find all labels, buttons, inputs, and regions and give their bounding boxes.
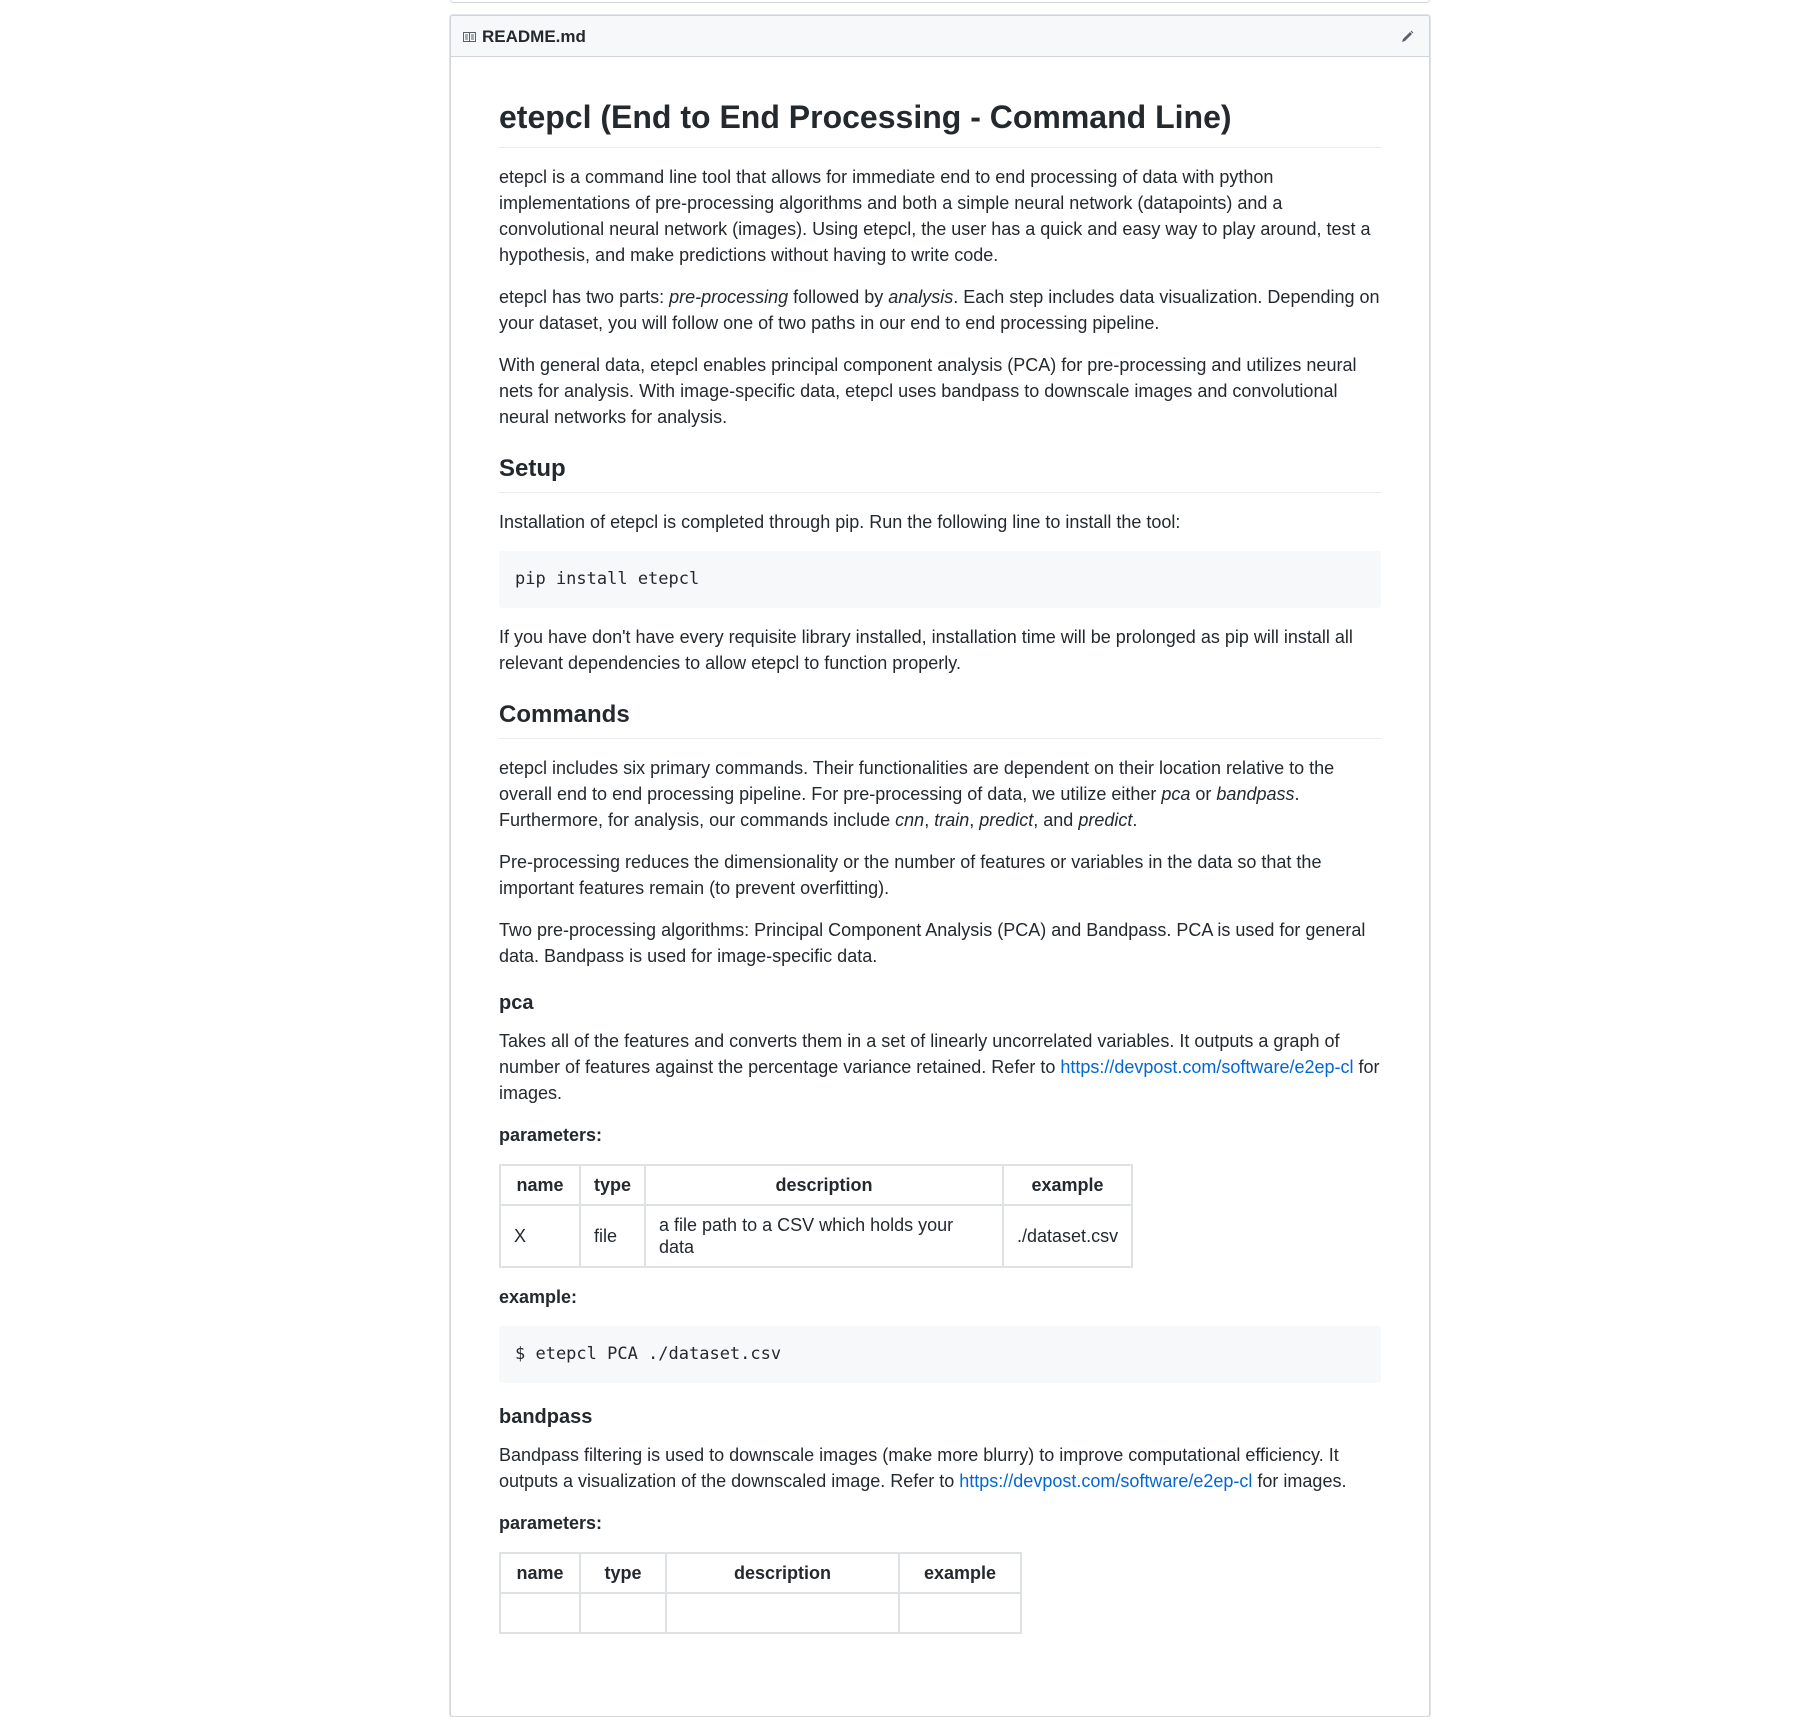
page-title: etepcl (End to End Processing - Command Line) <box>499 97 1381 148</box>
text: Takes all of the features and converts them in a set of linearly uncorrelated variables. It outputs a graph of number of features against the percentage variance retained. Refer to <box>499 1031 1340 1077</box>
text: Bandpass filtering is used to downscale images (make more blurry) to improve computational efficiency. It outputs a visualization of the downscaled image. Refer to <box>499 1445 1339 1491</box>
emphasis: bandpass <box>1216 784 1295 804</box>
pca-example-label: example: <box>499 1287 578 1307</box>
table-cell <box>899 1593 1021 1633</box>
pencil-icon[interactable] <box>1399 29 1415 45</box>
table-cell: X <box>500 1205 580 1267</box>
text: , <box>969 810 980 830</box>
table-cell <box>666 1593 899 1633</box>
text: or <box>1190 784 1217 804</box>
emphasis: predict <box>1078 810 1133 830</box>
table-cell: file <box>580 1205 645 1267</box>
emphasis: pre-processing <box>669 287 789 307</box>
table-header-row <box>500 1165 1132 1205</box>
text: . <box>1132 810 1138 830</box>
column-header: type <box>580 1553 666 1593</box>
column-header: description <box>645 1165 1003 1205</box>
devpost-link[interactable]: https://devpost.com/software/e2ep-cl <box>959 1471 1253 1491</box>
column-header: name <box>500 1553 580 1593</box>
table-header-row <box>500 1553 1021 1593</box>
commands-heading: Commands <box>499 700 1381 739</box>
table-cell <box>500 1593 580 1633</box>
readme-header <box>451 16 1429 57</box>
emphasis: train <box>934 810 970 830</box>
text: etepcl has two parts: <box>499 287 670 307</box>
pca-parameters-table <box>499 1164 1133 1268</box>
bandpass-parameters-label: parameters: <box>499 1513 603 1533</box>
pca-paragraph <box>499 1028 1381 1106</box>
install-code-block[interactable]: pip install etepcl <box>499 551 1381 608</box>
setup-heading: Setup <box>499 454 1381 493</box>
setup-paragraph-2: If you have don't have every requisite library installed, installation time will be prolonged as pip will install all relevant dependencies to allow etepcl to function properly. <box>499 627 1353 673</box>
table-row <box>500 1593 1021 1633</box>
text: . Furthermore, for analysis, our commands include <box>499 784 1300 830</box>
table-cell: ./dataset.csv <box>1003 1205 1132 1267</box>
intro-paragraph-1: etepcl is a command line tool that allows for immediate end to end processing of data with python implementations of pre-processing algorithms and both a simple neural network (datapoints) and a convolutional neural network (images). Using etepcl, the user has a quick and easy way to play around, test a hypothesis, and make predictions without having to write code. <box>499 167 1371 265</box>
intro-paragraph-2 <box>499 284 1381 336</box>
book-icon <box>463 32 476 42</box>
text: for images. <box>1252 1471 1347 1491</box>
column-header: description <box>666 1553 899 1593</box>
column-header: example <box>899 1553 1021 1593</box>
readme-filename: README.md <box>482 27 586 46</box>
table-cell: a file path to a CSV which holds your data <box>645 1205 1003 1267</box>
table-row <box>500 1205 1132 1267</box>
column-header: type <box>580 1165 645 1205</box>
pca-heading: pca <box>499 992 534 1014</box>
text: , <box>924 810 935 830</box>
readme-container <box>450 15 1430 1717</box>
emphasis: pca <box>1161 784 1191 804</box>
bandpass-heading: bandpass <box>499 1406 593 1428</box>
column-header: example <box>1003 1165 1132 1205</box>
bandpass-parameters-table <box>499 1552 1022 1634</box>
devpost-link[interactable]: https://devpost.com/software/e2ep-cl <box>1060 1057 1354 1077</box>
emphasis: cnn <box>895 810 925 830</box>
commands-paragraph-1 <box>499 755 1381 833</box>
commands-paragraph-2: Pre-processing reduces the dimensionality or the number of features or variables in the data so that the important features remain (to prevent overfitting). <box>499 852 1322 898</box>
readme-article <box>451 57 1429 1634</box>
commands-paragraph-3: Two pre-processing algorithms: Principal Component Analysis (PCA) and Bandpass. PCA is used for general data. Bandpass is used for image-specific data. <box>499 920 1366 966</box>
table-cell <box>580 1593 666 1633</box>
text: . Each step includes data visualization. Depending on your dataset, you will follow one of two paths in our end to end processing pipeline. <box>499 287 1380 333</box>
emphasis: analysis <box>888 287 954 307</box>
previous-panel-edge <box>450 0 1430 3</box>
pca-parameters-label: parameters: <box>499 1125 603 1145</box>
text: , and <box>1033 810 1079 830</box>
text: etepcl includes six primary commands. Their functionalities are dependent on their location relative to the overall end to end processing pipeline. For pre-processing of data, we utilize either <box>499 758 1335 804</box>
pca-example-code-block[interactable]: $ etepcl PCA ./dataset.csv <box>499 1326 1381 1383</box>
intro-paragraph-3: With general data, etepcl enables principal component analysis (PCA) for pre-processing and utilizes neural nets for analysis. With image-specific data, etepcl uses bandpass to downscale images and convolutional neural networks for analysis. <box>499 355 1357 427</box>
setup-paragraph-1: Installation of etepcl is completed through pip. Run the following line to install the tool: <box>499 512 1181 532</box>
column-header: name <box>500 1165 580 1205</box>
text: followed by <box>788 287 889 307</box>
bandpass-paragraph <box>499 1442 1381 1494</box>
emphasis: predict <box>979 810 1034 830</box>
text: for images. <box>499 1057 1380 1103</box>
